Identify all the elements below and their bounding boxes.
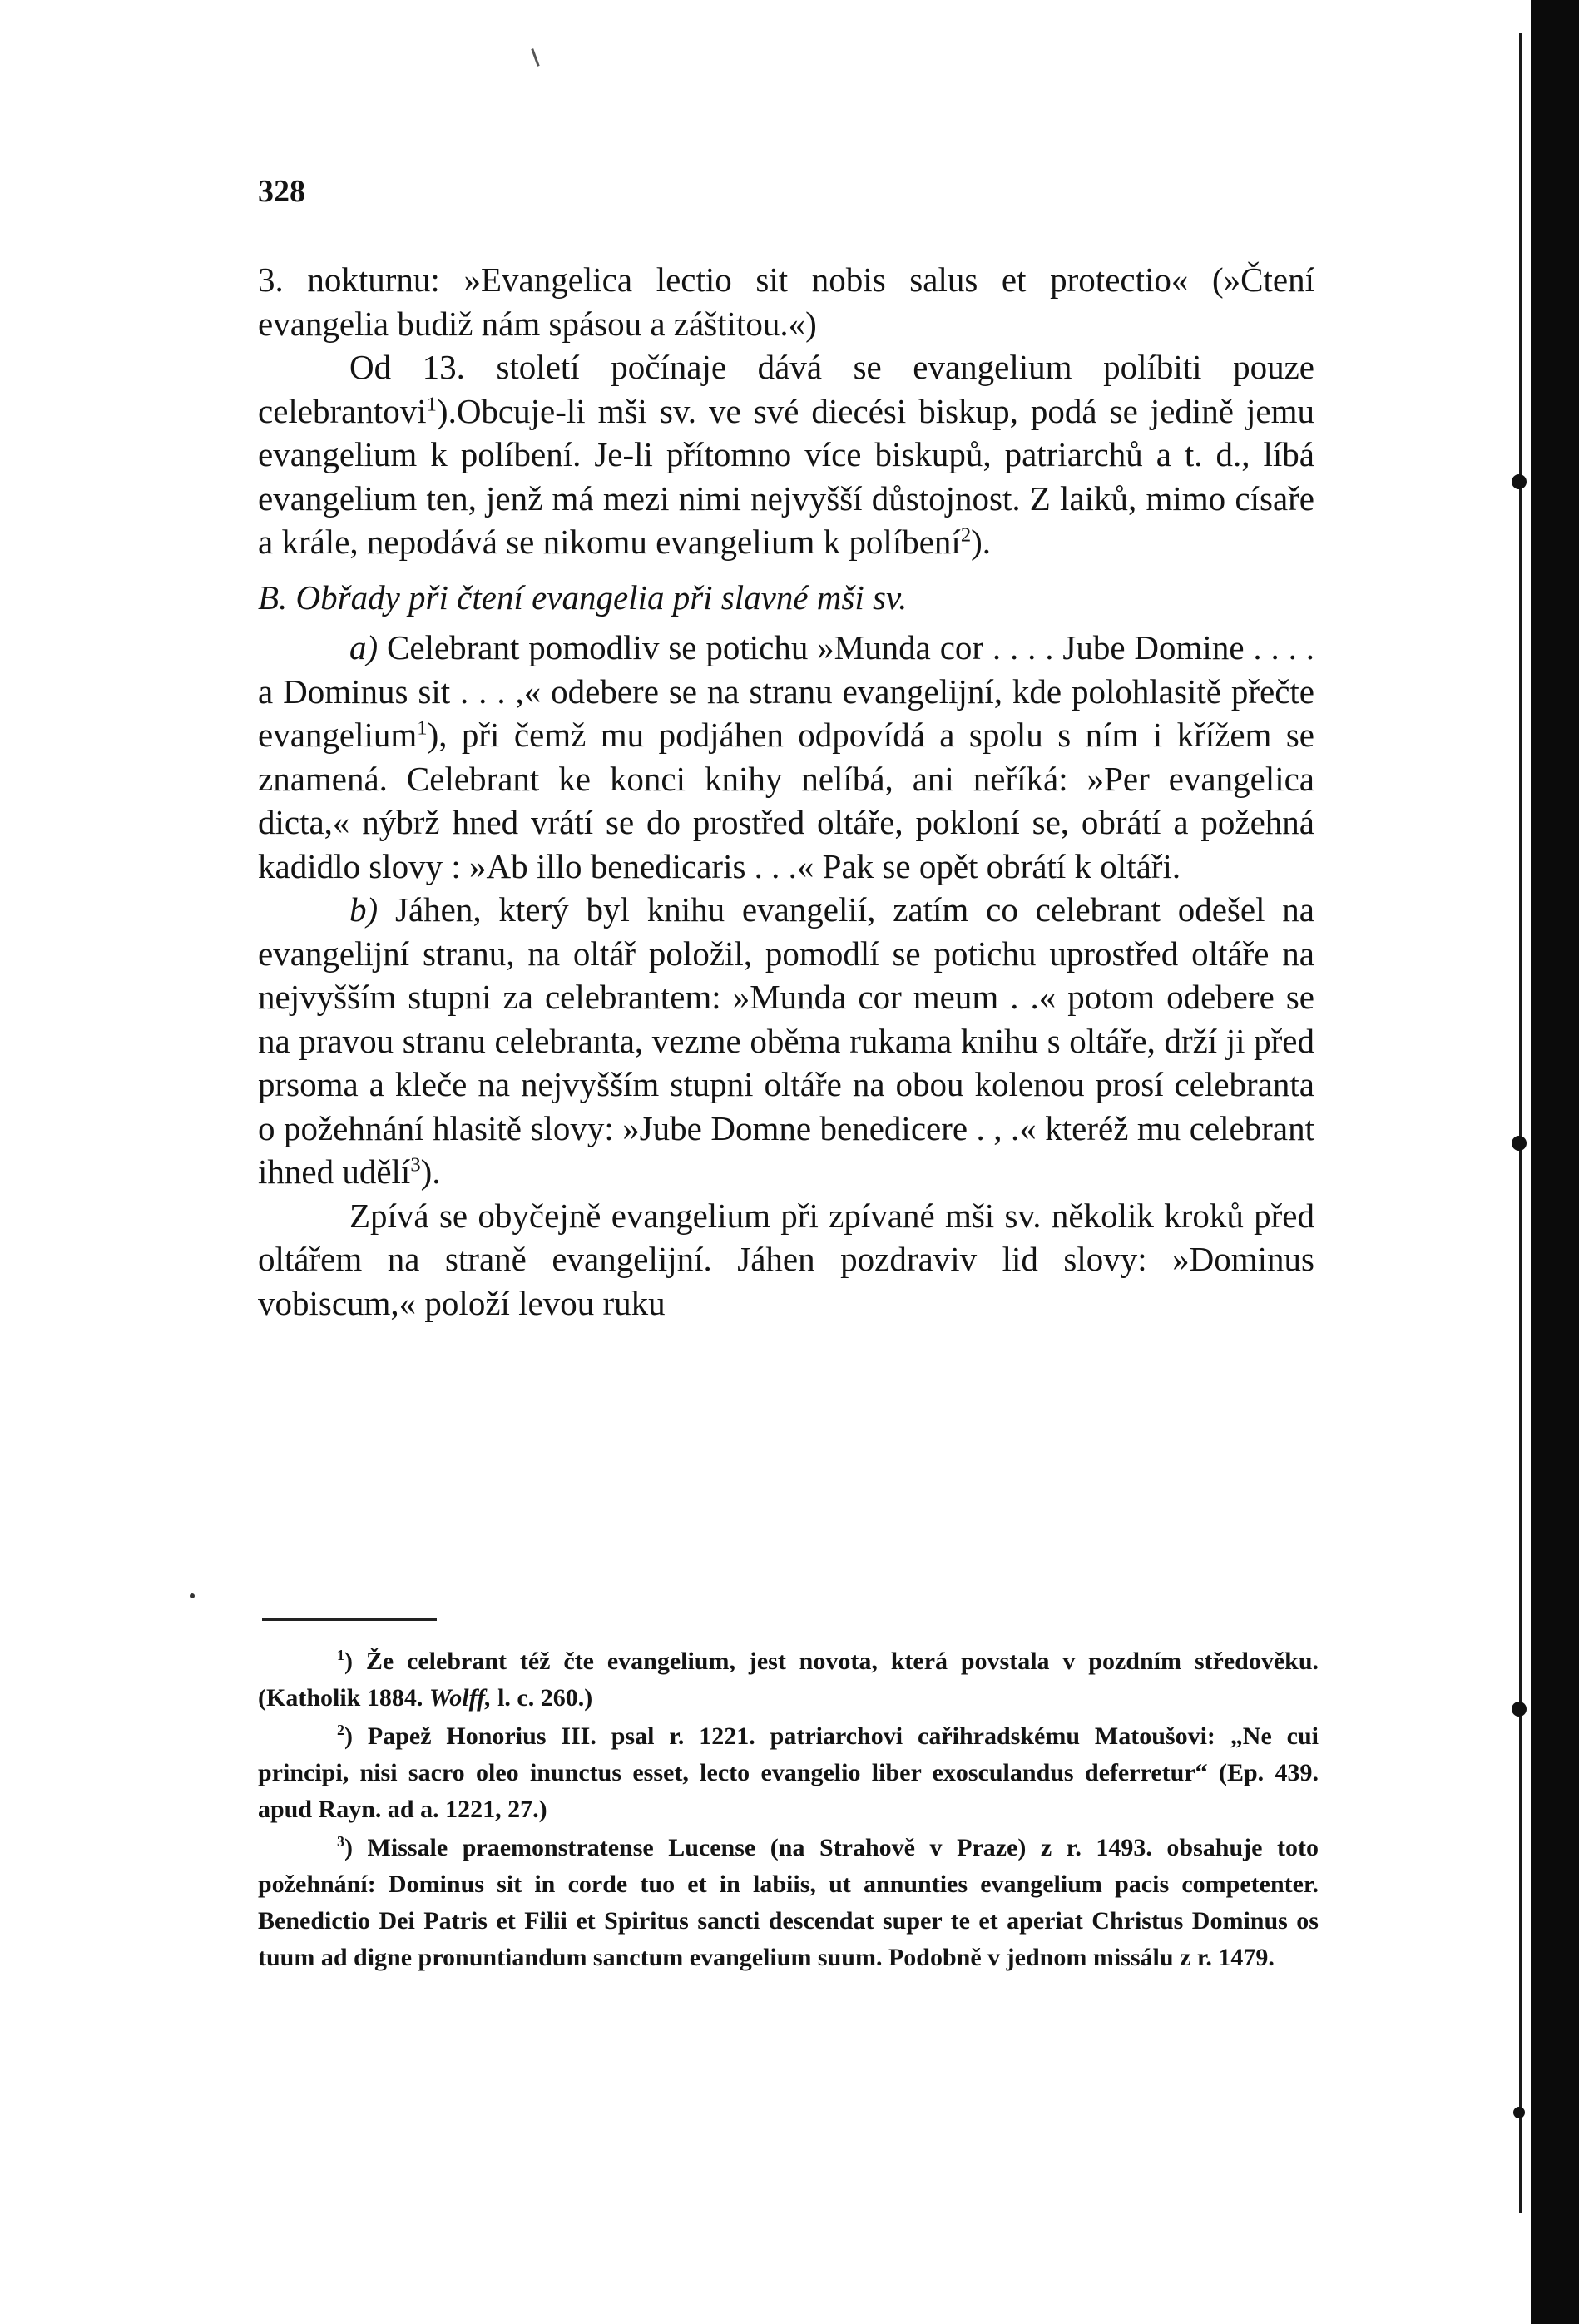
main-text — [258, 258, 1314, 1325]
scan-binding-mark — [1507, 1697, 1531, 1721]
scan-dark-edge — [1531, 0, 1579, 2324]
paragraph: a) Celebrant pomodliv se potichu »Munda cor . . . . Jube Domine . . . . a Dominus sit . . . ,« odebere se na stranu evangelijní, kde polohlasitě přečte evangelium$^1$), při čemž mu podjáhen odpovídá a spolu s ním i křížem se znamená. Celebrant ke konci knihy nelíbá, ani neříká: »Per evangelica dicta,« nýbrž hned vrátí se do prostřed oltáře, pokloní se, obrátí a požehná kadidlo slovy : »Ab illo benedicaris . . .« Pak se opět obrátí k oltáři. — [258, 628, 1314, 885]
scan-binding-mark — [1507, 470, 1531, 493]
paragraph: 3. nokturnu: »Evangelica lectio sit nobis salus et protectio« (»Čtení evangelia budiž nám spásou a záštitou.«) — [258, 260, 1314, 343]
scan-speck — [190, 1593, 195, 1598]
footnote-ref[interactable]: 1 — [417, 716, 428, 740]
scan-page-border — [1519, 33, 1522, 2213]
footnote-ref[interactable]: 3 — [410, 1153, 421, 1177]
page-number: 328 — [258, 174, 305, 209]
footnote: $^3$) Missale praemonstratense Lucense (na Strahově v Praze) z r. 1493. obsahuje toto požehnání: Dominus sit in corde tuo et in labiis, ut annunties evangelium pacis competenter. Benedictio Dei Patris et Filii et Spiritus sancti descendat super te et aperiat Christus Dominus os tuum ad digne pronuntiandum sanctum evangelium suum. Podobně v jednom missálu z r. 1479. — [258, 1833, 1319, 1971]
footnote-ref[interactable]: 1 — [426, 392, 437, 415]
scan-binding-mark — [1507, 2101, 1531, 2124]
paragraph: b) Jáhen, který byl knihu evangelií, zatím co celebrant odešel na evangelijní stranu, na oltář položil, pomodlí se potichu uprostřed oltáře na nejvyšším stupni za celebrantem: »Munda cor meum . .« potom odebere se na pravou stranu celebranta, vezme oběma rukama knihu s oltáře, drží ji před prsoma a kleče na nejvyšším stupni oltáře na obou kolenou prosí celebranta o požehnání hlasitě slovy: »Jube Domne benedicere . , .« kteréž mu celebrant ihned udělí$^3$). — [258, 890, 1314, 1191]
scan-speck — [531, 48, 539, 67]
footnote-divider — [262, 1618, 437, 1621]
section-heading: B. Obřady při čtení evangelia při slavné mši sv. — [258, 577, 908, 617]
footnotes — [258, 1643, 1319, 1978]
scan-binding-mark — [1507, 1132, 1531, 1155]
footnote: $^1$) Že celebrant též čte evangelium, jest novota, která povstala v pozdním středověku. (Katholik 1884. Wolff, l. c. 260.) — [258, 1647, 1319, 1712]
paragraph: Od 13. století počínaje dává se evangelium políbiti pouze celebrantovi$^1$).Obcuje-li mši sv. ve své diecési biskup, podá se jedině jemu evangelium k políbení. Je-li přítomno více biskupů, patriarchů a t. d., líbá evangelium ten, jenž má mezi nimi nejvyšší důstojnost. Z laiků, mimo císaře a krále, nepodává se nikomu evangelium k políbení$^2$). — [258, 348, 1314, 561]
paragraph: Zpívá se obyčejně evangelium při zpívané mši sv. několik kroků před oltářem na straně evangelijní. Jáhen pozdraviv lid slovy: »Dominus vobiscum,« položí levou ruku — [258, 1196, 1314, 1322]
footnote-ref[interactable]: 2 — [960, 523, 972, 547]
footnote: $^2$) Papež Honorius III. psal r. 1221. patriarchovi cařihradskému Matoušovi: „Ne cui principi, nisi sacro oleo inunctus esset, lecto evangelio liber exosculandus deferretur“ (Ep. 439. apud Rayn. ad a. 1221, 27.) — [258, 1722, 1319, 1823]
